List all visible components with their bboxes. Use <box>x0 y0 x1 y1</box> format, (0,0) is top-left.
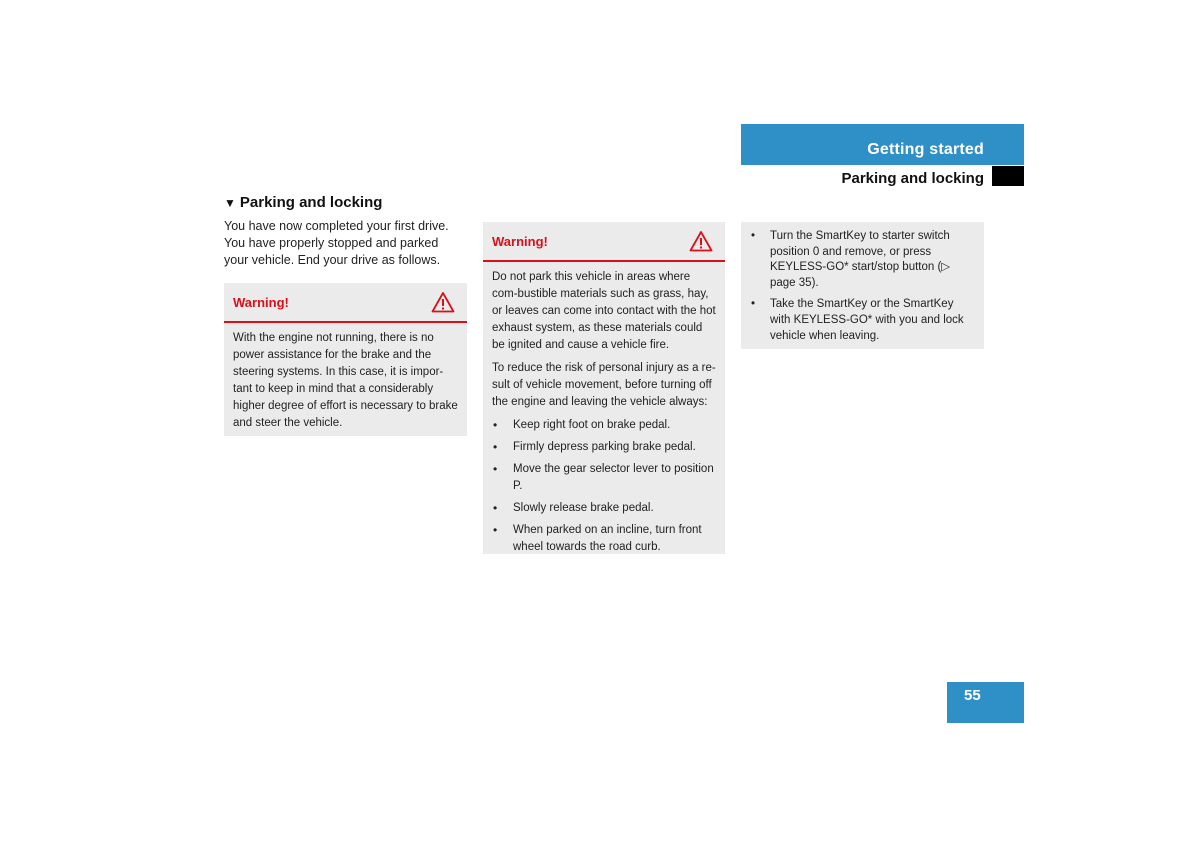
intro-paragraph: You have now completed your first drive. You have properly stopped and parked your vehicle. End your drive as follows. <box>224 219 449 267</box>
steps-box <box>741 222 984 349</box>
steps-list <box>750 229 975 344</box>
list-item: • Keep right foot on brake pedal. <box>492 417 716 434</box>
warning-text: With the engine not running, there is no power assistance for the brake and the steering systems. In this case, it is impor-tant to keep in mind that a considerably higher degree of effort is necessary to brake and steer the vehicle. <box>233 332 458 429</box>
section-title-text: Parking and locking <box>239 194 383 211</box>
list-item: • When parked on an incline, turn front wheel towards the road curb. <box>492 522 716 556</box>
list-item: • Move the gear selector lever to position P. <box>492 461 716 495</box>
page-number: 55 <box>964 687 981 704</box>
list-item: • Slowly release brake pedal. <box>492 500 716 517</box>
page-number-tab <box>947 682 1024 723</box>
warning-paragraph: Do not park this vehicle in areas where com-bustible materials such as grass, hay, or leaves can come into contact with the hot exhaust system, as these materials could be ignited and cause a vehicle fire. <box>492 271 716 351</box>
list-item: • Firmly depress parking brake pedal. <box>492 439 716 456</box>
warning-label: Warning! <box>233 295 289 310</box>
section-title <box>224 194 382 211</box>
section-header: Parking and locking <box>841 170 984 187</box>
chapter-title: Getting started <box>867 141 984 158</box>
warning-header <box>483 222 725 262</box>
list-item: • Turn the SmartKey to starter switch position 0 and remove, or press KEYLESS-GO* start/stop button (▷ page 35). <box>750 229 975 291</box>
precaution-list <box>492 417 716 556</box>
warning-body <box>224 323 467 444</box>
warning-box-engine <box>224 283 467 436</box>
warning-paragraph: To reduce the risk of personal injury as a re-sult of vehicle movement, before turning off the engine and leaving the vehicle always: <box>492 362 716 408</box>
list-item: • Take the SmartKey or the SmartKey with KEYLESS-GO* with you and lock vehicle when leaving. <box>750 297 975 344</box>
warning-header <box>224 283 467 323</box>
warning-body <box>483 262 725 567</box>
section-marker-block <box>992 166 1024 186</box>
chapter-tab <box>741 124 1024 165</box>
triangle-down-icon: ▼ <box>224 196 236 210</box>
warning-box-parking <box>483 222 725 554</box>
warning-triangle-icon <box>689 230 713 252</box>
warning-triangle-icon <box>431 291 455 313</box>
warning-label: Warning! <box>492 234 548 249</box>
